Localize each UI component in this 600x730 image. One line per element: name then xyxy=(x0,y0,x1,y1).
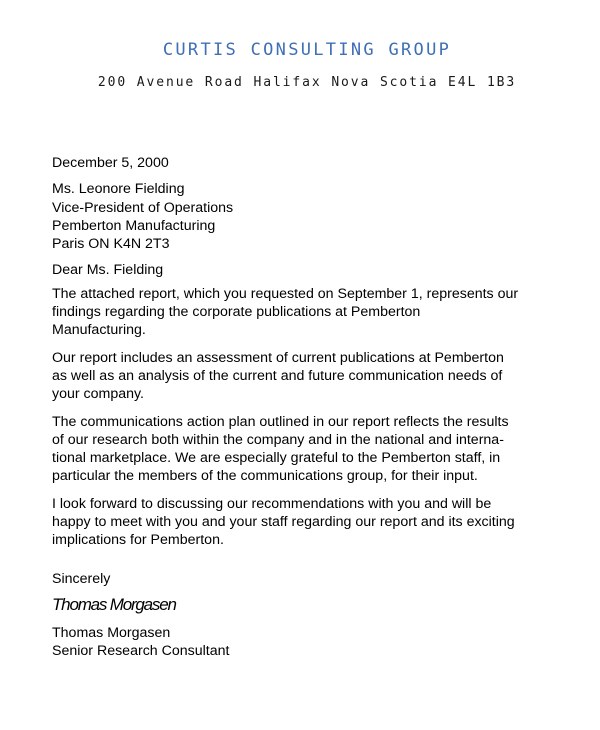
paragraph-line: particular the members of the communications group, for their input. xyxy=(52,468,478,485)
letter-date: December 5, 2000 xyxy=(52,155,169,171)
paragraph-line: of our research both within the company and in the national and interna- xyxy=(52,431,504,448)
paragraph-line: I look forward to discussing our recommendations with you and will be xyxy=(52,495,492,512)
paragraph-3 xyxy=(52,413,572,486)
recipient-name: Ms. Leonore Fielding xyxy=(52,181,185,198)
letterhead-address: 200 Avenue Road Halifax Nova Scotia E4L 1B3 xyxy=(97,75,517,90)
letter-body xyxy=(52,154,572,661)
letterhead-company-name: CURTIS CONSULTING GROUP xyxy=(162,40,452,60)
paragraph-line: as well as an analysis of the current and future communication needs of xyxy=(52,367,503,384)
signer-title: Senior Research Consultant xyxy=(52,643,230,660)
signer-block xyxy=(52,624,572,661)
recipient-city: Paris ON K4N 2T3 xyxy=(52,236,170,253)
paragraph-1 xyxy=(52,285,572,340)
paragraph-line: happy to meet with you and your staff regarding our report and its exciting xyxy=(52,514,515,531)
signer-name: Thomas Morgasen xyxy=(52,624,171,641)
paragraph-line: tional marketplace. We are especially grateful to the Pemberton staff, in xyxy=(52,450,501,467)
paragraph-2 xyxy=(52,349,572,404)
paragraph-line: The attached report, which you requested on September 1, represents our xyxy=(52,285,519,302)
recipient-company: Pemberton Manufacturing xyxy=(52,217,216,234)
paragraph-line: Our report includes an assessment of current publications at Pemberton xyxy=(52,349,504,366)
salutation: Dear Ms. Fielding xyxy=(52,262,164,279)
paragraph-line: findings regarding the corporate publications at Pemberton xyxy=(52,304,421,321)
paragraph-4 xyxy=(52,495,572,550)
paragraph-line: The communications action plan outlined in our report reflects the results xyxy=(52,413,509,430)
handwritten-signature: Thomas Morgasen xyxy=(52,594,176,614)
recipient-title: Vice-President of Operations xyxy=(52,199,234,216)
recipient-block xyxy=(52,180,572,253)
paragraph-line: implications for Pemberton. xyxy=(52,532,224,549)
paragraph-line: your company. xyxy=(52,386,144,403)
paragraph-line: Manufacturing. xyxy=(52,322,146,339)
closing: Sincerely xyxy=(52,570,111,587)
